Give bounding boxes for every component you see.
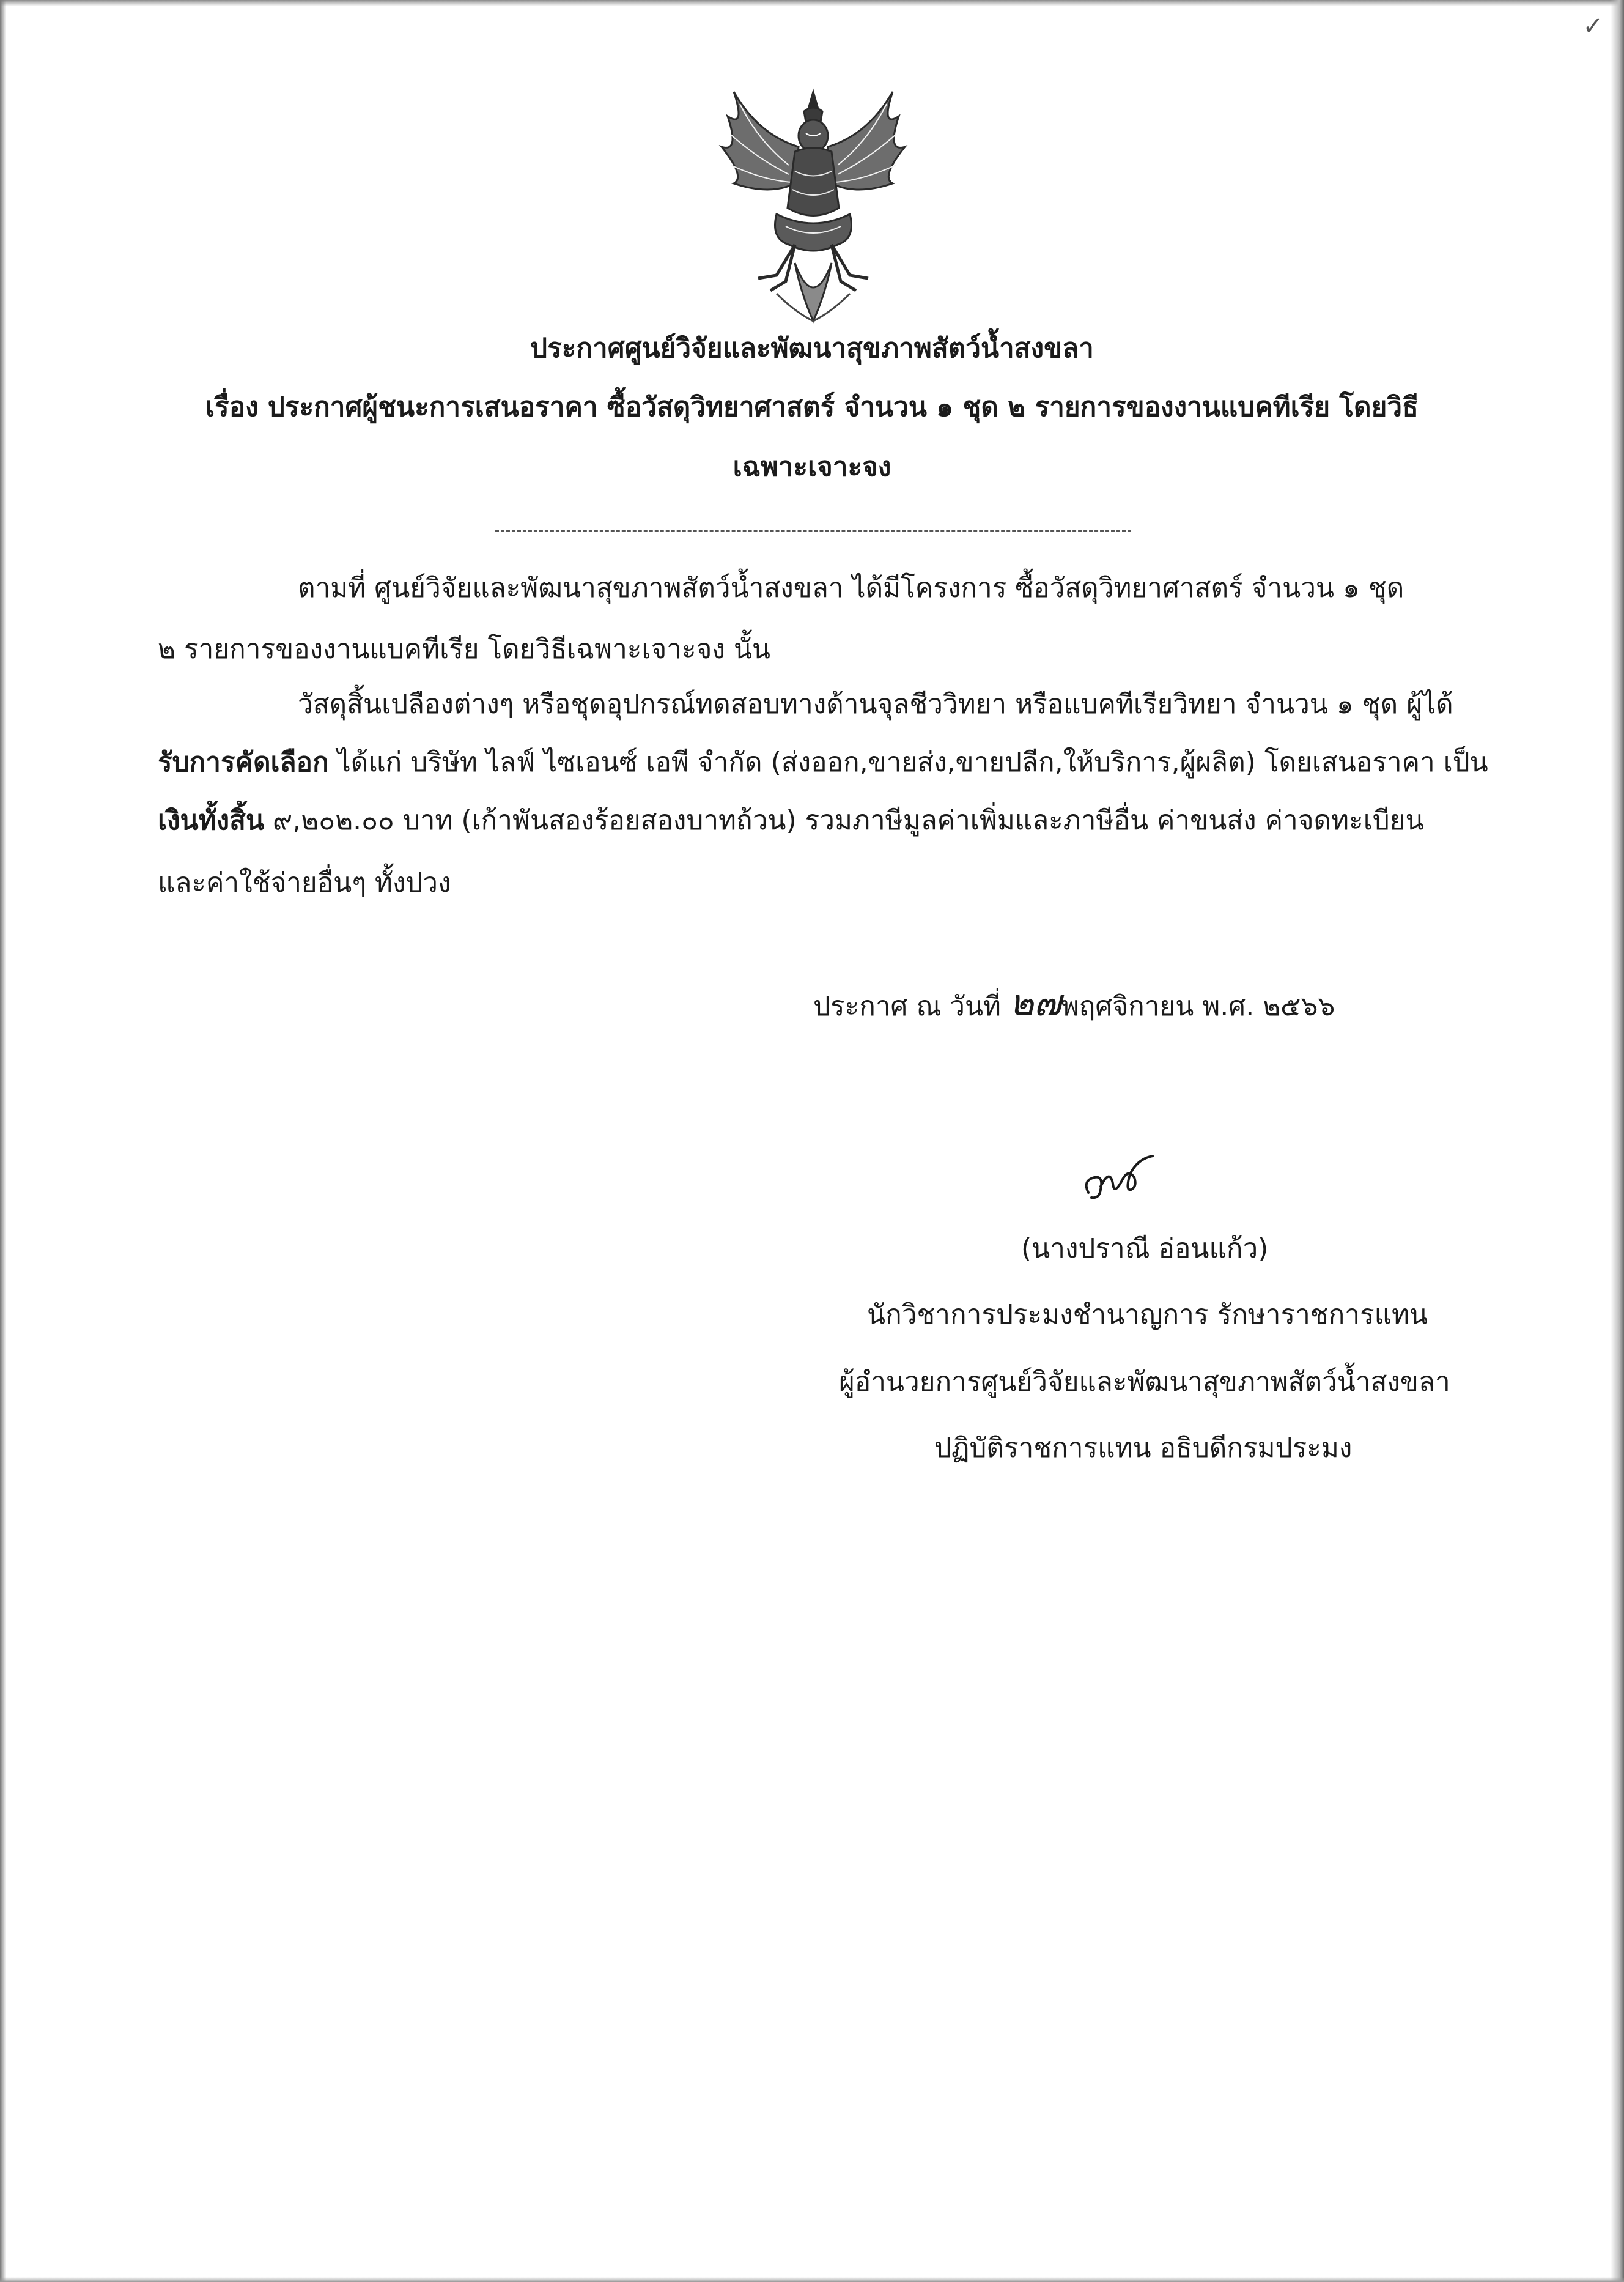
document-subject-continued: เฉพาะเจาะจง (733, 451, 891, 483)
date-prefix: ประกาศ ณ วันที่ (813, 991, 1010, 1022)
date-suffix: พฤศจิกายน พ.ศ. ๒๕๖๖ (1061, 991, 1335, 1022)
paragraph-2-line-2 (158, 749, 1488, 776)
date-day-handwritten: ๒๗ (1009, 982, 1061, 1024)
paragraph-2-line-4: และค่าใช้จ่ายอื่นๆ ทั้งปวง (158, 867, 451, 898)
document-subject: เรื่อง ประกาศผู้ชนะการเสนอราคา ซื้อวัสดุวิทยาศาสตร์ จำนวน ๑ ชุด ๒ รายการของงานแบคทีเรีย โดยวิธี (205, 391, 1419, 423)
dashed-divider (495, 530, 1131, 532)
signer-name: (นางปราณี อ่อนแก้ว) (1021, 1233, 1269, 1264)
total-amount-label: เงินทั้งสิ้น (158, 805, 265, 836)
handwritten-signature-icon (1076, 1150, 1156, 1211)
signer-position-3: ปฏิบัติราชการแทน อธิบดีกรมประมง (934, 1432, 1353, 1464)
selected-label: รับการคัดเลือก (158, 747, 329, 778)
corner-check-mark: ✓ (1582, 12, 1603, 40)
scan-edge-bottom (0, 2277, 1624, 2282)
scan-edge-top (0, 0, 1624, 6)
winner-details: ได้แก่ บริษัท ไลฟ์ ไซเอนซ์ เอพี จำกัด (ส่งออก,ขายส่ง,ขายปลีก,ให้บริการ,ผู้ผลิต) โดยเสนอราคา เป็น (328, 747, 1488, 778)
total-amount-details: ๙,๒๐๒.๐๐ บาท (เก้าพันสองร้อยสองบาทถ้วน) รวมภาษีมูลค่าเพิ่มและภาษีอื่น ค่าขนส่ง ค่าจดทะเบียน (264, 805, 1424, 836)
document-title: ประกาศศูนย์วิจัยและพัฒนาสุขภาพสัตว์น้ำสงขลา (530, 333, 1094, 364)
announcement-date (813, 982, 1335, 1024)
signer-position-2: ผู้อำนวยการศูนย์วิจัยและพัฒนาสุขภาพสัตว์น้ำสงขลา (839, 1366, 1450, 1398)
paragraph-1-line-1: ตามที่ ศูนย์วิจัยและพัฒนาสุขภาพสัตว์น้ำสงขลา ได้มีโครงการ ซื้อวัสดุวิทยาศาสตร์ จำนวน ๑ ชุด (298, 572, 1404, 604)
paragraph-1-line-2: ๒ รายการของงานแบคทีเรีย โดยวิธีเฉพาะเจาะจง นั้น (158, 634, 770, 665)
paragraph-2-line-3 (158, 807, 1424, 834)
signer-position-1: นักวิชาการประมงชำนาญการ รักษาราชการแทน (867, 1299, 1428, 1330)
garuda-emblem-icon (703, 80, 923, 324)
paragraph-2-line-1: วัสดุสิ้นเปลืองต่างๆ หรือชุดอุปกรณ์ทดสอบทางด้านจุลชีววิทยา หรือแบคทีเรียวิทยา จำนวน ๑ ชุด ผู้ได้ (298, 689, 1453, 720)
